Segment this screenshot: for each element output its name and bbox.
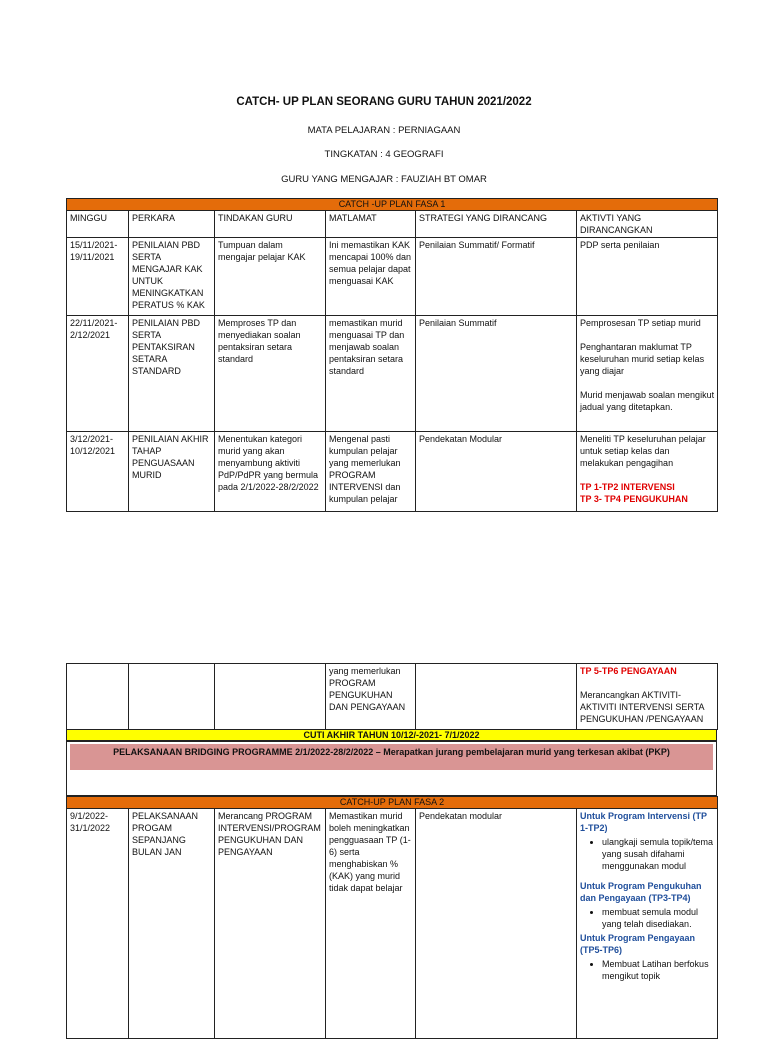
cell-minggu: 22/11/2021-2/12/2021 [67, 316, 129, 432]
table-row [67, 238, 718, 316]
cell-matlamat: memastikan murid menguasai TP dan menjawab soalan pentaksiran setara standard [326, 316, 416, 432]
subject-line: MATA PELAJARAN : PERNIAGAAN [307, 125, 461, 136]
table-row [67, 316, 718, 432]
cell-strategi: Penilaian Summatif [416, 316, 577, 432]
cell-tindakan: Merancang PROGRAM INTERVENSI/PROGRAM PENGUKUHAN DAN PENGAYAAN [215, 809, 326, 1039]
cell-tindakan: Menentukan kategori murid yang akan menyambung aktiviti PdP/PdPR yang bermula pada 2/1/2022-28/2/2022 [215, 432, 326, 512]
holiday-banner: CUTI AKHIR TAHUN 10/12/-2021- 7/1/2022 [66, 729, 717, 741]
cell-aktiviti: PDP serta penilaian [577, 238, 718, 316]
bridging-box [66, 741, 717, 796]
cell-minggu: 15/11/2021-19/11/2021 [67, 238, 129, 316]
aktiviti-line: Pemprosesan TP setiap murid [580, 318, 701, 328]
cell-strategi: Pendekatan Modular [416, 432, 577, 512]
table-header-row [67, 211, 718, 238]
table-row [67, 432, 718, 512]
cell-perkara [129, 664, 215, 730]
col-strategi: STRATEGI YANG DIRANCANG [416, 211, 577, 238]
cell-tindakan [215, 664, 326, 730]
col-minggu: MINGGU [67, 211, 129, 238]
phase2-band: CATCH-UP PLAN FASA 2 [67, 797, 718, 809]
program-bullet: • ulangkaji semula topik/tema yang susah difahami menggunakan modul [602, 836, 714, 872]
cell-matlamat: yang memerlukan PROGRAM PENGUKUHAN DAN PENGAYAAN [326, 664, 416, 730]
aktiviti-line: Meneliti TP keseluruhan pelajar untuk setiap kelas dan melakukan pengagihan [580, 434, 706, 468]
cell-matlamat: Memastikan murid boleh meningkatkan pengguasaan TP (1-6) serta menghabiskan % (KAK) yang murid tidak dapat belajar [326, 809, 416, 1039]
cell-perkara: PELAKSANAAN PROGAM SEPANJANG BULAN JAN [129, 809, 215, 1039]
phase1-table [66, 198, 718, 512]
program-heading: Untuk Program Pengayaan (TP5-TP6) [580, 933, 696, 955]
aktiviti-line: Penghantaran maklumat TP keseluruhan murid setiap kelas yang diajar [580, 342, 705, 376]
table-row [67, 664, 718, 730]
tp-pengayaan-label: TP 5-TP6 PENGAYAAN [580, 666, 677, 676]
cell-perkara: PENILAIAN PBD SERTA PENTAKSIRAN SETARA STANDARD [129, 316, 215, 432]
aktiviti-line: Murid menjawab soalan mengikut jadual yang ditetapkan. [580, 390, 715, 412]
cell-perkara: PENILAIAN PBD SERTA MENGAJAR KAK UNTUK MENINGKATKAN PERATUS % KAK [129, 238, 215, 316]
aktiviti-line: Merancangkan AKTIVITI-AKTIVITI INTERVENSI SERTA PENGUKUHAN /PENGAYAAN [580, 690, 705, 724]
cell-strategi [416, 664, 577, 730]
cell-matlamat: Mengenal pasti kumpulan pelajar yang memerlukan PROGRAM INTERVENSI dan kumpulan pelajar [326, 432, 416, 512]
table-row [67, 809, 718, 1039]
form-line: TINGKATAN : 4 GEOGRAFI [324, 149, 444, 160]
col-matlamat: MATLAMAT [326, 211, 416, 238]
cell-aktiviti [577, 809, 718, 1039]
program-heading: Untuk Program Intervensi (TP 1-TP2) [580, 811, 707, 833]
program-heading: Untuk Program Pengukuhan dan Pengayaan (TP3-TP4) [580, 881, 702, 903]
cell-aktiviti [577, 316, 718, 432]
bridging-banner: PELAKSANAAN BRIDGING PROGRAMME 2/1/2022-28/2/2022 – Merapatkan jurang pembelajaran murid yang terkesan akibat (PKP) [70, 744, 713, 770]
cell-tindakan: Memproses TP dan menyediakan soalan pentaksiran setara standard [215, 316, 326, 432]
cell-minggu: 9/1/2022-31/1/2022 [67, 809, 129, 1039]
program-bullet: • Membuat Latihan berfokus mengikut topik [602, 958, 714, 982]
teacher-line: GURU YANG MENGAJAR : FAUZIAH BT OMAR [281, 174, 487, 185]
phase1-continuation-table [66, 663, 718, 730]
cell-aktiviti [577, 432, 718, 512]
cell-strategi: Penilaian Summatif/ Formatif [416, 238, 577, 316]
page-title: CATCH- UP PLAN SEORANG GURU TAHUN 2021/2022 [236, 96, 532, 108]
col-aktiviti: AKTIVTI YANG DIRANCANGKAN [577, 211, 718, 238]
col-tindakan: TINDAKAN GURU [215, 211, 326, 238]
cell-minggu [67, 664, 129, 730]
col-perkara: PERKARA [129, 211, 215, 238]
tp-pengukuhan-label: TP 3- TP4 PENGUKUHAN [580, 494, 688, 504]
cell-matlamat: Ini memastikan KAK mencapai 100% dan semua pelajar dapat menguasai KAK [326, 238, 416, 316]
tp-intervensi-label: TP 1-TP2 INTERVENSI [580, 482, 675, 492]
cell-tindakan: Tumpuan dalam mengajar pelajar KAK [215, 238, 326, 316]
phase1-band: CATCH -UP PLAN FASA 1 [67, 199, 718, 211]
cell-strategi: Pendekatan modular [416, 809, 577, 1039]
cell-aktiviti [577, 664, 718, 730]
phase2-table [66, 796, 718, 1039]
program-bullet: • membuat semula modul yang telah disediakan. [602, 906, 714, 930]
cell-minggu: 3/12/2021-10/12/2021 [67, 432, 129, 512]
cell-perkara: PENILAIAN AKHIR TAHAP PENGUASAAN MURID [129, 432, 215, 512]
